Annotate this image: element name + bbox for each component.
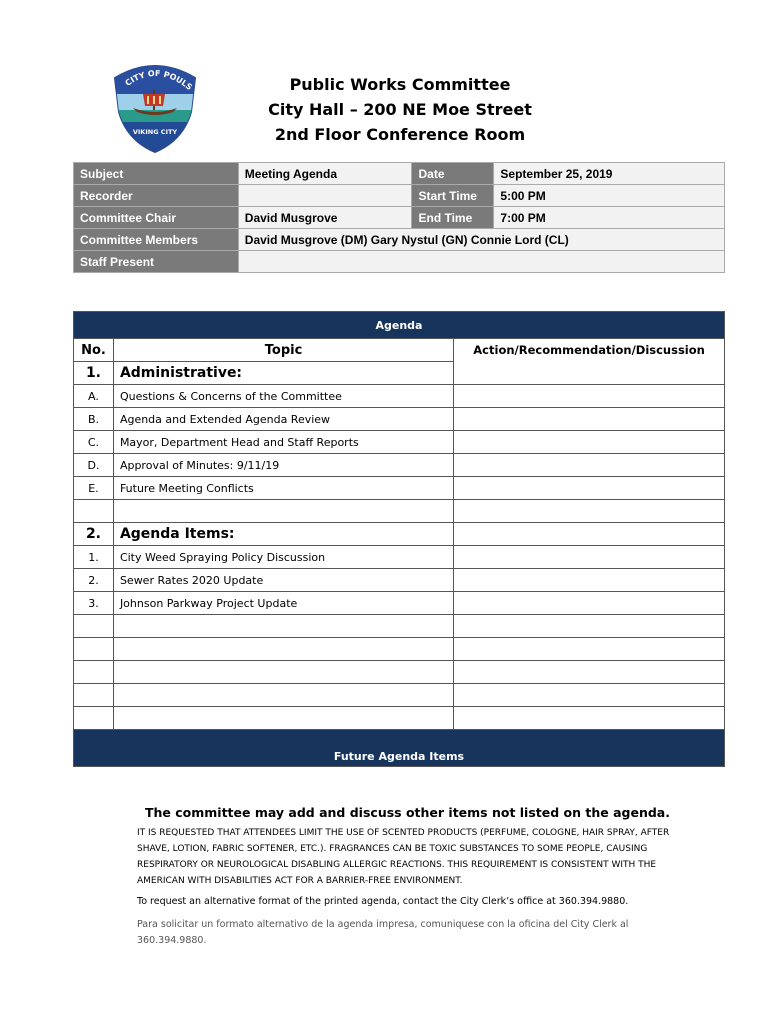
notice-bold: The committee may add and discuss other items not listed on the agenda. (145, 805, 670, 820)
agenda-title-row (74, 312, 725, 339)
agenda-item-row (74, 546, 725, 569)
start-time-label: Start Time (412, 185, 494, 207)
item-topic: Future Meeting Conflicts (113, 477, 453, 500)
agenda-item-row (74, 477, 725, 500)
item-action (454, 385, 725, 408)
section-title: Agenda Items: (113, 523, 453, 546)
blank-row (74, 707, 725, 730)
item-number: D. (74, 454, 114, 477)
section-action (454, 523, 725, 546)
recorder-value (238, 185, 412, 207)
item-topic: Johnson Parkway Project Update (113, 592, 453, 615)
blank-row (74, 661, 725, 684)
room-line: 2nd Floor Conference Room (274, 125, 526, 144)
staff-label: Staff Present (74, 251, 239, 273)
agenda-item-row (74, 431, 725, 454)
agenda-header-row (74, 339, 725, 362)
agenda-item-row (74, 569, 725, 592)
future-agenda-row (74, 730, 725, 767)
item-topic: Agenda and Extended Agenda Review (113, 408, 453, 431)
end-time-label: End Time (412, 207, 494, 229)
members-value: David Musgrove (DM) Gary Nystul (GN) Connie Lord (CL) (238, 229, 724, 251)
col-topic-header: Topic (113, 339, 453, 362)
chair-value: David Musgrove (238, 207, 412, 229)
item-topic: Approval of Minutes: 9/11/19 (113, 454, 453, 477)
col-no-header: No. (74, 339, 114, 362)
item-topic: Mayor, Department Head and Staff Reports (113, 431, 453, 454)
end-time-value: 7:00 PM (494, 207, 725, 229)
recorder-label: Recorder (74, 185, 239, 207)
blank-row (74, 684, 725, 707)
date-value: September 25, 2019 (494, 163, 725, 185)
item-action (454, 546, 725, 569)
item-action (454, 477, 725, 500)
members-label: Committee Members (74, 229, 239, 251)
document-header (250, 72, 550, 147)
info-row-members (74, 229, 725, 251)
item-number: C. (74, 431, 114, 454)
agenda-item-row (74, 385, 725, 408)
date-label: Date (412, 163, 494, 185)
item-number: 1. (74, 546, 114, 569)
item-action (454, 454, 725, 477)
section-number: 2. (74, 523, 114, 546)
item-action (454, 569, 725, 592)
blank-row (74, 615, 725, 638)
item-number: E. (74, 477, 114, 500)
info-row-subject (74, 163, 725, 185)
item-topic: Sewer Rates 2020 Update (113, 569, 453, 592)
agenda-title: Agenda (74, 312, 725, 339)
blank-row (74, 638, 725, 661)
section-number: 1. (74, 362, 114, 385)
item-number: 2. (74, 569, 114, 592)
item-action (454, 408, 725, 431)
subject-label: Subject (74, 163, 239, 185)
city-of-poulsbo-logo (105, 60, 205, 155)
logo-lower-text: VIKING CITY (132, 128, 178, 136)
alternative-format-request: To request an alternative format of the printed agenda, contact the City Clerk’s office at 360.394.9880. (137, 896, 629, 907)
info-row-staff (74, 251, 725, 273)
logo-arc-text: CITY OF POULS (123, 68, 194, 92)
staff-value (238, 251, 724, 273)
section-title: Administrative: (113, 362, 453, 385)
item-number: B. (74, 408, 114, 431)
start-time-value: 5:00 PM (494, 185, 725, 207)
item-topic: City Weed Spraying Policy Discussion (113, 546, 453, 569)
future-agenda-title: Future Agenda Items (74, 730, 725, 767)
item-topic: Questions & Concerns of the Committee (113, 385, 453, 408)
notice-block (137, 805, 677, 949)
committee-title: Public Works Committee (289, 75, 511, 94)
agenda-item-row (74, 454, 725, 477)
agenda-table (73, 311, 725, 767)
agenda-item-row (74, 408, 725, 431)
blank-row (74, 500, 725, 523)
item-action (454, 431, 725, 454)
item-action (454, 592, 725, 615)
meeting-info-table (73, 162, 725, 273)
info-row-recorder (74, 185, 725, 207)
scent-notice: IT IS REQUESTED THAT ATTENDEES LIMIT THE USE OF SCENTED PRODUCTS (PERFUME, COLOGNE, HAIR SPRAY, AFTER SHAVE, LOTION, FABRIC SOFTENER, ETC.). FRAGRANCES CAN BE TOXIC SUBSTANCES TO SOME PEOPLE, CAUSING RESPIRATORY OR NEUROLOGICAL DISABLING ALLERGIC REACTIONS. THIS REQUIREMENT IS CONSISTENT WITH THE AMERICAN WITH DISABILITIES ACT FOR A BARRIER-FREE ENVIRONMENT. (137, 828, 670, 886)
subject-value: Meeting Agenda (238, 163, 412, 185)
agenda-item-row (74, 592, 725, 615)
info-row-chair (74, 207, 725, 229)
spanish-request: Para solicitar un formato alternativo de la agenda impresa, comuniquese con la oficina del City Clerk al 360.394.9880. (137, 919, 629, 946)
item-number: 3. (74, 592, 114, 615)
address-line: City Hall – 200 NE Moe Street (268, 100, 532, 119)
col-action-header: Action/Recommendation/Discussion (454, 339, 725, 385)
section-row (74, 523, 725, 546)
item-number: A. (74, 385, 114, 408)
chair-label: Committee Chair (74, 207, 239, 229)
